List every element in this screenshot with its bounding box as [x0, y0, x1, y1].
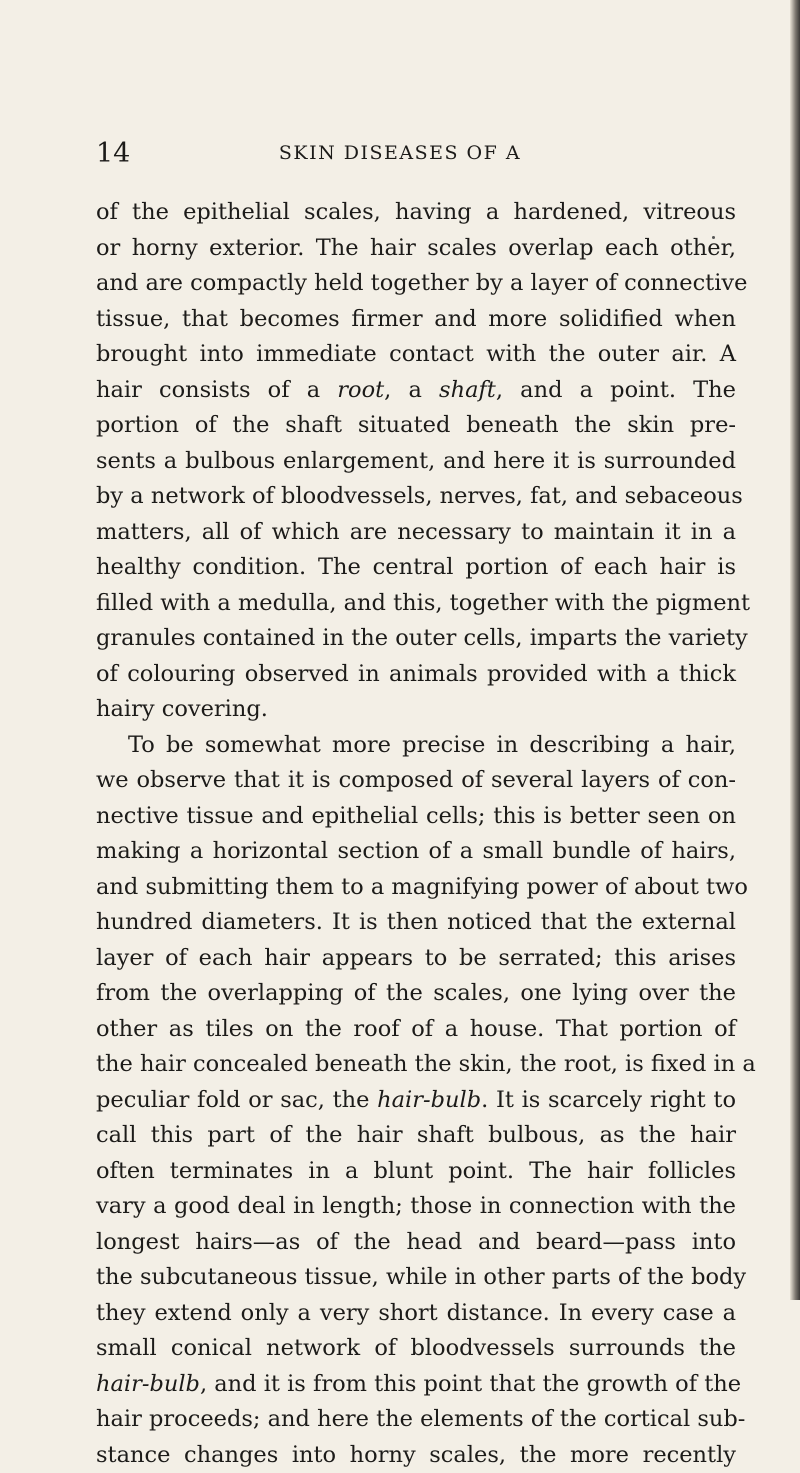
text-line: vary a good deal in length; those in connection with the: [96, 1189, 736, 1225]
text-line: hair consists of a root, a shaft, and a point. The: [96, 373, 736, 409]
text-line: tissue, that becomes firmer and more solidified when: [96, 302, 736, 338]
text-line: often terminates in a blunt point. The hair follicles: [96, 1154, 736, 1190]
text-line: hairy covering.: [96, 692, 736, 728]
running-head: SKIN DISEASES OF A: [0, 144, 800, 163]
text-line: portion of the shaft situated beneath the skin pre-: [96, 408, 736, 444]
text-line: filled with a medulla, and this, together with the pigment: [96, 586, 736, 622]
body-text: [96, 195, 736, 1473]
text-line: by a network of bloodvessels, nerves, fat, and sebaceous: [96, 479, 736, 515]
text-line: matters, all of which are necessary to maintain it in a: [96, 515, 736, 551]
text-line: of colouring observed in animals provided with a thick: [96, 657, 736, 693]
text-line: and are compactly held together by a layer of connective: [96, 266, 736, 302]
text-line: the subcutaneous tissue, while in other parts of the body: [96, 1260, 736, 1296]
text-line: we observe that it is composed of several layers of con-: [96, 763, 736, 799]
page-edge-shadow: [790, 0, 800, 1300]
text-line: layer of each hair appears to be serrated; this arises: [96, 941, 736, 977]
text-line: longest hairs—as of the head and beard—pass into: [96, 1225, 736, 1261]
text-line: hair proceeds; and here the elements of the cortical sub-: [96, 1402, 736, 1438]
text-line: or horny exterior. The hair scales overlap each other,: [96, 231, 736, 267]
text-line: they extend only a very short distance. In every case a: [96, 1296, 736, 1332]
text-line: hundred diameters. It is then noticed that the external: [96, 905, 736, 941]
text-line: healthy condition. The central portion of each hair is: [96, 550, 736, 586]
text-line: sents a bulbous enlargement, and here it is surrounded: [96, 444, 736, 480]
text-line: stance changes into horny scales, the more recently: [96, 1438, 736, 1473]
text-line: making a horizontal section of a small bundle of hairs,: [96, 834, 736, 870]
page-number: 14: [96, 140, 130, 167]
text-line: call this part of the hair shaft bulbous, as the hair: [96, 1118, 736, 1154]
text-line: nective tissue and epithelial cells; this is better seen on: [96, 799, 736, 835]
text-line: granules contained in the outer cells, imparts the variety: [96, 621, 736, 657]
text-line: of the epithelial scales, having a hardened, vitreous: [96, 195, 736, 231]
text-line: other as tiles on the roof of a house. That portion of: [96, 1012, 736, 1048]
text-line: small conical network of bloodvessels surrounds the: [96, 1331, 736, 1367]
text-line: To be somewhat more precise in describing a hair,: [96, 728, 736, 764]
text-line: brought into immediate contact with the outer air. A: [96, 337, 736, 373]
text-line: peculiar fold or sac, the hair-bulb. It is scarcely right to: [96, 1083, 736, 1119]
text-line: the hair concealed beneath the skin, the root, is fixed in a: [96, 1047, 736, 1083]
text-line: from the overlapping of the scales, one lying over the: [96, 976, 736, 1012]
text-line: and submitting them to a magnifying power of about two: [96, 870, 736, 906]
text-line: hair-bulb, and it is from this point that the growth of the: [96, 1367, 736, 1403]
